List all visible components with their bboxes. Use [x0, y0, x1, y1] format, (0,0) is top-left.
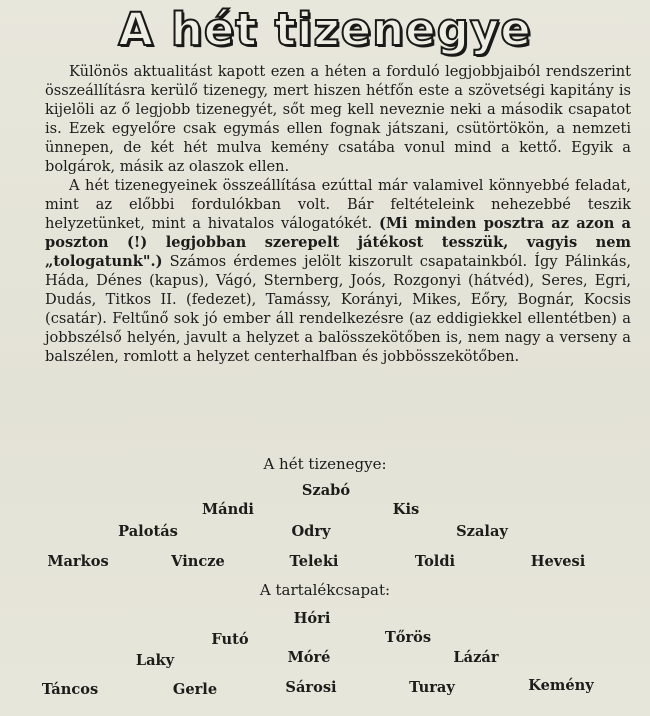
- first-team-halfback-center: Odry: [291, 523, 331, 540]
- article-title: A hét tizenegye: [118, 3, 532, 56]
- reserve-team-back-left: Futó: [211, 631, 249, 648]
- first-team-back-right: Kis: [392, 501, 420, 518]
- first-team-forward-3: Teleki: [289, 553, 339, 570]
- reserve-team-halfback-left: Laky: [135, 652, 175, 669]
- first-team-halfback-right: Szalay: [456, 523, 508, 540]
- first-team-back-left: Mándi: [202, 501, 254, 518]
- reserve-team-forward-5: Kemény: [528, 677, 594, 694]
- reserve-team-forward-2: Gerle: [172, 681, 218, 698]
- first-team-halfback-left: Palotás: [118, 523, 178, 540]
- first-team-heading: A hét tizenegye:: [263, 455, 387, 473]
- first-team-forward-1: Markos: [47, 553, 109, 570]
- reserve-team-back-right: Tőrös: [384, 629, 432, 646]
- article-body: [45, 62, 631, 366]
- first-team-forward-2: Vincze: [171, 553, 225, 570]
- reserve-team-forward-4: Turay: [409, 679, 455, 696]
- paragraph-2-start: A hét tizenegyeinek összeállítása ezúttal már valamivel könnyebbé feladat, mint az előbbi fordulókban volt. Bár feltételeink nehezebbé teszik helyzetünket, mint a hivatalos válogatókét.: [45, 177, 631, 232]
- reserve-team-forward-1: Táncos: [41, 681, 99, 698]
- reserve-team-heading: A tartalékcsapat:: [259, 581, 391, 599]
- reserve-team-halfback-center: Móré: [287, 649, 331, 666]
- reserve-team-goalkeeper: Hóri: [293, 610, 331, 627]
- first-team-forward-5: Hevesi: [530, 553, 586, 570]
- paragraph-1: Különös aktualitást kapott ezen a héten a forduló legjobbjaiból rendszerint összeállításra kerülő tizenegy, mert hiszen hétfőn este a szövetségi kapitány is kijelöli az ő legjobb tizenegyét, sőt meg kell neveznie neki a második csapatot is. Ezek egyelőre csak egymás ellen fognak játszani, csütörtökön, a nemzeti ünnepen, de két hét mulva kemény csatába vonul mind a kettő. Egyik a bolgárok, másik az olaszok ellen.: [45, 63, 631, 175]
- paragraph-2: [45, 176, 631, 366]
- first-team-goalkeeper: Szabó: [301, 482, 351, 499]
- paragraph-2-bold: (Mi minden posztra az azon a poszton (!) legjobban szerepelt játékost tesszük, vagyis nem „tologatunk".): [45, 215, 631, 270]
- paragraph-2-end: Számos érdemes jelölt kiszorult csapatainkból. Így Pálinkás, Háda, Dénes (kapus), Vágó, Sternberg, Joós, Rozgonyi (hátvéd), Seres, Egri, Dudás, Titkos II. (fedezet), Tamássy, Korányi, Mikes, Eőry, Bognár, Kocsis (csatár). Feltűnő sok jó ember áll rendelkezésre (az eddigiekkel ellentétben) a jobbszélső helyén, javult a helyzet a balösszekötőben is, nem nagy a verseny a balszélen, romlott a helyzet centerhalfban és jobbösszekötőben.: [45, 253, 632, 365]
- first-team-forward-4: Toldi: [414, 553, 456, 570]
- reserve-team-forward-3: Sárosi: [285, 679, 337, 696]
- reserve-team-halfback-right: Lázár: [453, 649, 499, 666]
